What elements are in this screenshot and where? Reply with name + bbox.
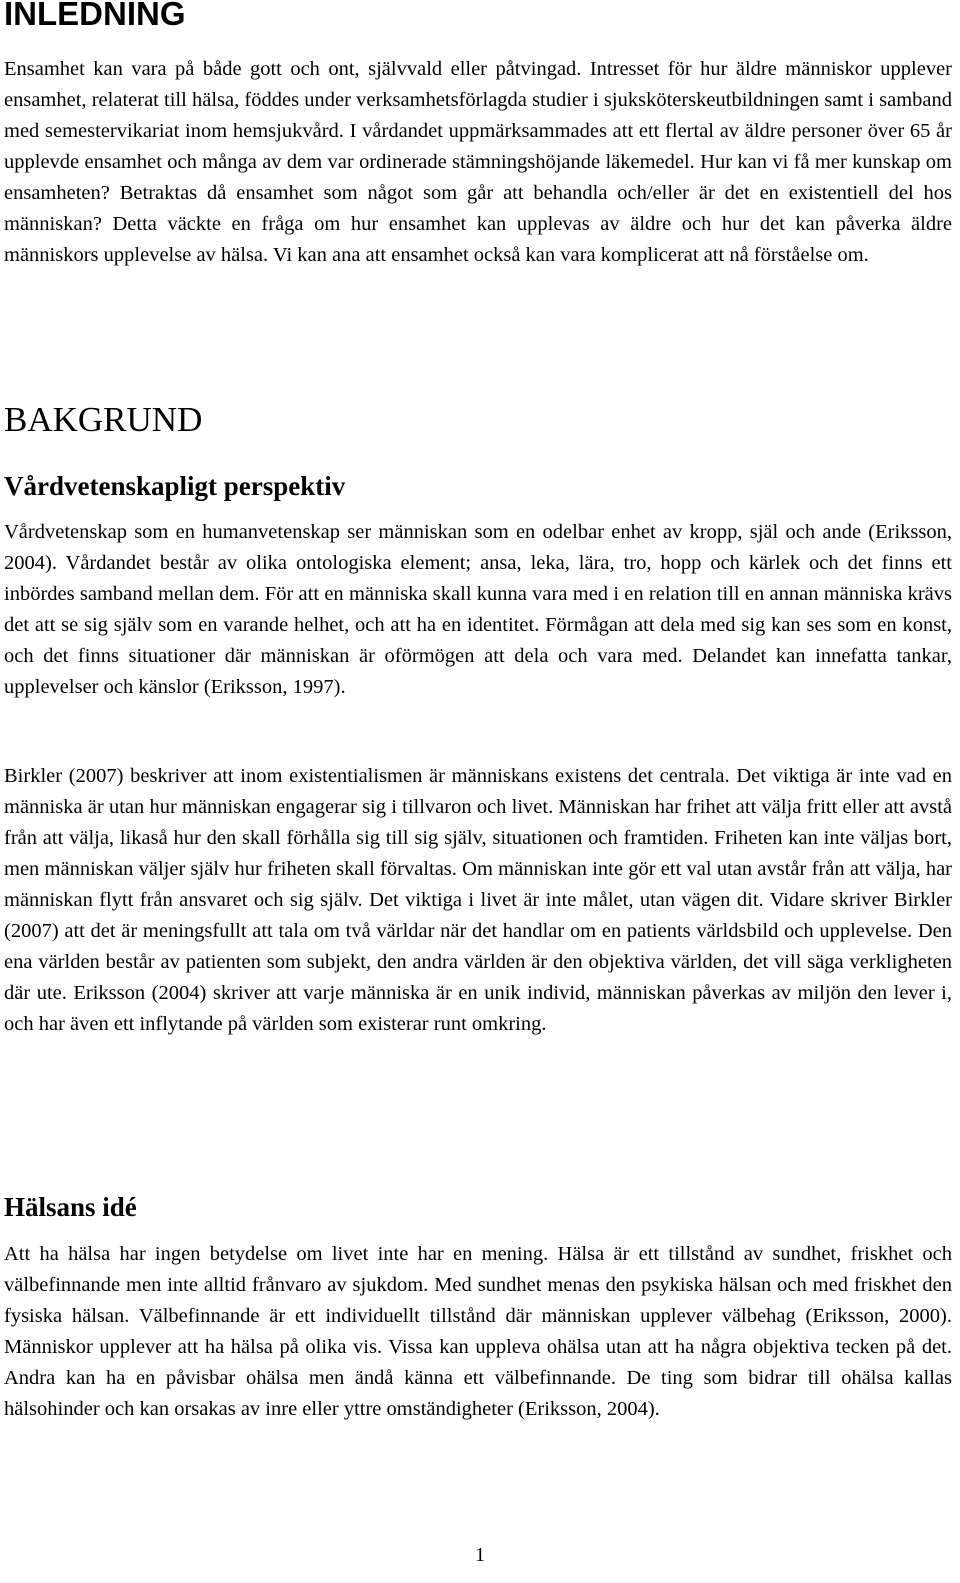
heading-inledning: INLEDNING [4,0,186,32]
page-number: 1 [475,1544,485,1566]
heading-bakgrund: BAKGRUND [4,400,203,439]
paragraph-halsans-ide: Att ha hälsa har ingen betydelse om livet inte har en mening. Hälsa är ett tillstånd av sundhet, friskhet och välbefinnande men inte alltid frånvaro av sjukdom. Med sundhet menas den psykiska hälsan och med friskhet den fysiska hälsan. Välbefinnande är ett individuellt tillstånd där människan upplever välbehag (Eriksson, 2000). Människor upplever att ha hälsa på olika vis. Vissa kan uppleva ohälsa utan att ha några objektiva tecken på det. Andra kan ha en påvisbar ohälsa men ändå känna ett välbefinnande. De ting som bidrar till ohälsa kallas hälsohinder och kan orsakas av inre eller yttre omständigheter (Eriksson, 2004). [4,1243,952,1420]
heading-halsans-ide: Hälsans idé [4,1192,137,1222]
paragraph-inledning: Ensamhet kan vara på både gott och ont, självvald eller påtvingad. Intresset för hur äldre människor upplever ensamhet, relaterat till hälsa, föddes under verksamhetsförlagda studier i sjuksköterskeutbildningen samt i samband med semestervikariat inom hemsjukvård. I vårdandet uppmärksammades att ett flertal av äldre personer över 65 år upplevde ensamhet och många av dem var ordinerade stämningshöjande läkemedel. Hur kan vi få mer kunskap om ensamheten? Betraktas då ensamhet som något som går att behandla och/eller är det en existentiell del hos människan? Detta väckte en fråga om hur ensamhet kan upplevas av äldre och hur det kan påverka äldre människors upplevelse av hälsa. Vi kan ana att ensamhet också kan vara komplicerat att nå förståelse om. [4,58,952,266]
heading-vardvetenskapligt-perspektiv: Vårdvetenskapligt perspektiv [4,471,346,501]
paragraph-vardvetenskap-2: Birkler (2007) beskriver att inom existentialismen är människans existens det centrala. Det viktiga är inte vad en människa är utan hur människan engagerar sig i tillvaron och livet. Människan har frihet att välja fritt eller att avstå från att välja, likaså hur den skall förhålla sig till sig själv, situationen och framtiden. Friheten kan inte väljas bort, men människan väljer själv hur friheten skall förvaltas. Om människan inte gör ett val utan avstår från att välja, har människan flytt från ansvaret och sig själv. Det viktiga i livet är inte målet, utan vägen dit. Vidare skriver Birkler (2007) att det är meningsfullt att tala om två världar när det handlar om en patients världsbild och upplevelse. Den ena världen består av patienten som subjekt, den andra världen är den objektiva världen, det vill säga verkligheten där ute. Eriksson (2004) skriver att varje människa är en unik individ, människan påverkas av miljön den lever i, och har även ett inflytande på världen som existerar runt omkring. [4,765,952,1035]
paragraph-vardvetenskap-1: Vårdvetenskap som en humanvetenskap ser människan som en odelbar enhet av kropp, själ och ande (Eriksson, 2004). Vårdandet består av olika ontologiska element; ansa, leka, lära, tro, hopp och kärlek och det finns ett inbördes samband mellan dem. För att en människa skall kunna vara med i en relation till en annan människa krävs det att se sig själv som en varande helhet, och att ha en identitet. Förmågan att dela med sig kan ses som en konst, och det finns situationer där människan är oförmögen att dela och vara med. Delandet kan innefatta tankar, upplevelser och känslor (Eriksson, 1997). [4,521,952,698]
